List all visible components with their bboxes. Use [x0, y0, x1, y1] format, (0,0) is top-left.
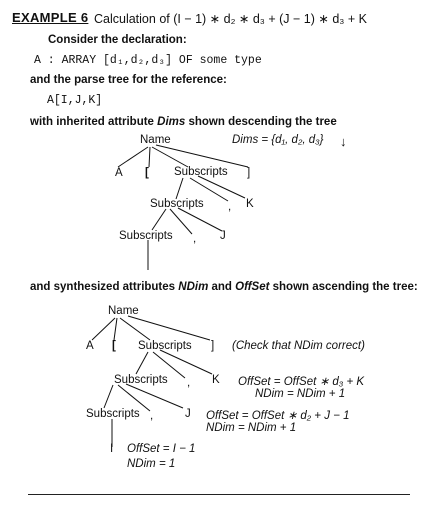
tree1-name-node: Name — [140, 134, 171, 146]
tree2-offset-j: OffSet = OffSet ∗ d₂ + J − 1 — [206, 410, 350, 422]
tree2-check-note: (Check that NDim correct) — [232, 340, 365, 352]
tree1-j-node: J — [220, 230, 226, 242]
tree2-ndim-j: NDim = NDim + 1 — [206, 422, 297, 434]
tree2-ndim-i: NDim = 1 — [127, 458, 176, 470]
tree2-i-node: I — [110, 443, 114, 455]
consider-text: Consider the declaration: — [48, 34, 187, 46]
tree2-offset-i: OffSet = I − 1 — [127, 443, 196, 455]
tree2-a-node: A — [86, 340, 94, 352]
tree2-lbracket-node: [ — [112, 340, 116, 352]
parse-tree-intro: and the parse tree for the reference: — [30, 74, 227, 86]
synth-text-before: and synthesized attributes — [30, 281, 179, 293]
synth-text-mid: and — [208, 281, 236, 293]
tree2-comma-node-2: , — [150, 410, 154, 422]
tree2-j-node: J — [185, 408, 191, 420]
inherited-text-before: with inherited attribute — [30, 116, 158, 128]
tree2-ndim-k: NDim = NDim + 1 — [255, 388, 346, 400]
tree1-dims-label: Dims = {d₁, d₂, d₃} — [232, 134, 324, 146]
tree2-subscripts-node-1: Subscripts — [138, 340, 192, 352]
example-title: Calculation of (I − 1) ∗ d₂ ∗ d₃ + (J − 1) ∗ d₃ + K — [94, 12, 367, 26]
inherited-attr-name: Dims — [157, 116, 186, 128]
reference-code: A[I,J,K] — [47, 94, 103, 107]
declaration-code: A : ARRAY [d₁,d₂,d₃] OF some type — [34, 54, 262, 67]
tree1-subscripts-node-2: Subscripts — [150, 198, 204, 210]
tree1-subscripts-node-1: Subscripts — [174, 166, 228, 178]
synth-attr2: OffSet — [235, 281, 270, 293]
tree2-comma-node-1: , — [187, 377, 191, 389]
synth-attr1: NDim — [178, 281, 209, 293]
tree1-subscripts-node-3: Subscripts — [119, 230, 173, 242]
tree1-comma-node-1: , — [228, 201, 232, 213]
tree1-lbracket-node: [ — [145, 167, 149, 179]
tree2-name-node: Name — [108, 305, 139, 317]
tree1-a-node: A — [115, 167, 123, 179]
tree2-rbracket-node: ] — [211, 340, 215, 352]
example-label: EXAMPLE 6 — [12, 10, 89, 25]
tree1-down-arrow: ↓ — [340, 134, 347, 149]
tree2-offset-k: OffSet = OffSet ∗ d₃ + K — [238, 376, 365, 388]
bottom-rule — [28, 494, 410, 495]
tree2-subscripts-node-3: Subscripts — [86, 408, 140, 420]
tree1-k-node: K — [246, 198, 254, 210]
tree1-comma-node-2: , — [193, 233, 197, 245]
tree2-k-node: K — [212, 374, 220, 386]
synth-text-after: shown ascending the tree: — [269, 281, 418, 293]
inherited-text-after: shown descending the tree — [185, 116, 337, 128]
tree2-subscripts-node-2: Subscripts — [114, 374, 168, 386]
tree1-rbracket-node: ] — [247, 167, 251, 179]
